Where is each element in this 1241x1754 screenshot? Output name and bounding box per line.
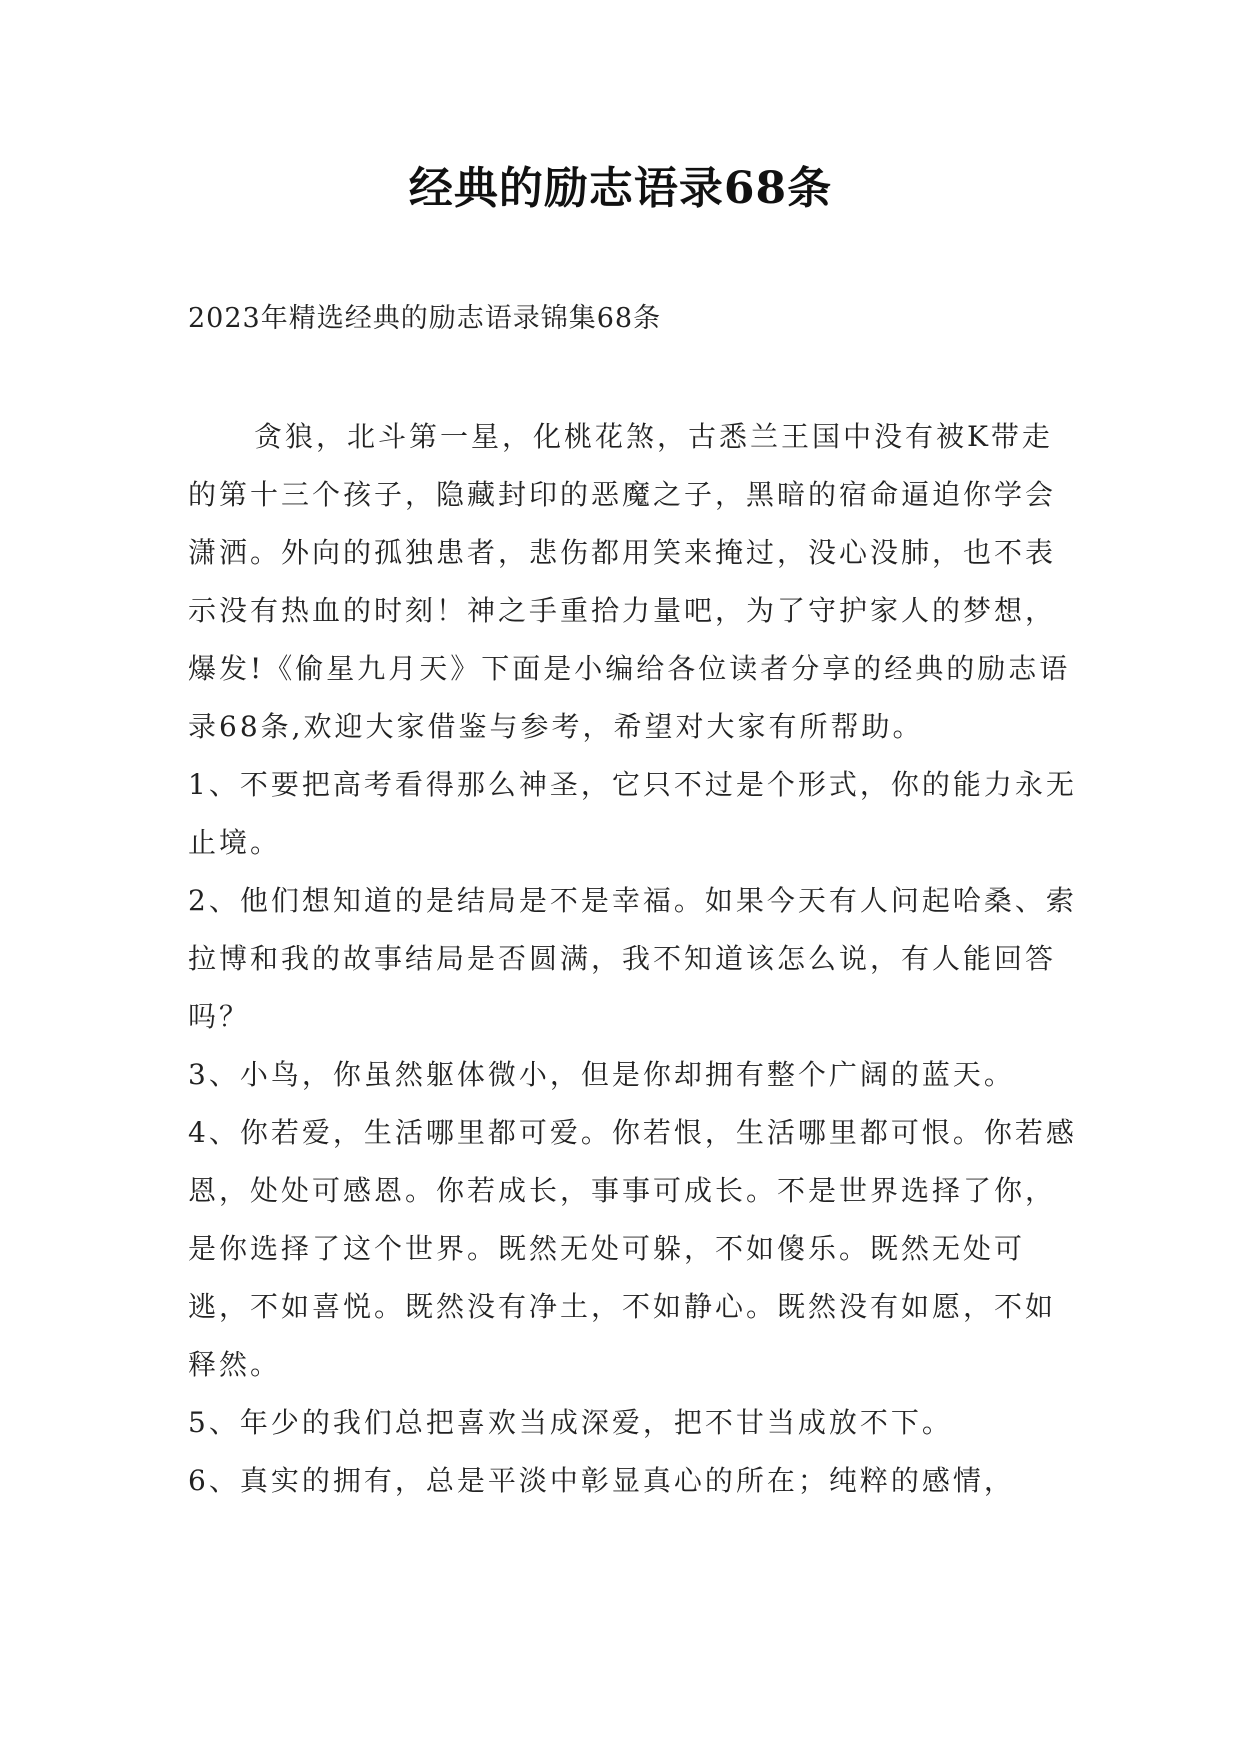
list-item: 6、真实的拥有，总是平淡中彰显真心的所在；纯粹的感情，	[188, 1464, 1015, 1497]
intro-paragraph: 贪狼，北斗第一星，化桃花煞，古悉兰王国中没有被K带走的第十三个孩子，隐藏封印的恶魔之子，黑暗的宿命逼迫你学会潇洒。外向的孤独患者，悲伤都用笑来掩过，没心没肺，也不表示没有热血的时刻！神之手重拾力量吧，为了守护家人的梦想，爆发!《偷星九月天》下面是小编给各位读者分享的经典的励志语录68条,欢迎大家借鉴与参考，希望对大家有所帮助。	[188, 420, 1071, 743]
document-body	[188, 408, 1078, 1510]
list-item: 2、他们想知道的是结局是不是幸福。如果今天有人问起哈桑、索拉博和我的故事结局是否圆满，我不知道该怎么说，有人能回答吗？	[188, 884, 1077, 1033]
list-item: 1、不要把高考看得那么神圣，它只不过是个形式，你的能力永无止境。	[188, 768, 1077, 859]
document-title: 经典的励志语录68条	[408, 163, 833, 214]
list-item: 4、你若爱，生活哪里都可爱。你若恨，生活哪里都可恨。你若感恩，处处可感恩。你若成长，事事可成长。不是世界选择了你，是你选择了这个世界。既然无处可躲，不如傻乐。既然无处可逃，不如喜悦。既然没有净土，不如静心。既然没有如愿，不如释然。	[188, 1116, 1077, 1381]
list-item: 3、小鸟，你虽然躯体微小，但是你却拥有整个广阔的蓝天。	[188, 1058, 1015, 1091]
list-item: 5、年少的我们总把喜欢当成深爱，把不甘当成放不下。	[188, 1406, 953, 1439]
document-subtitle: 2023年精选经典的励志语录锦集68条	[188, 303, 662, 334]
